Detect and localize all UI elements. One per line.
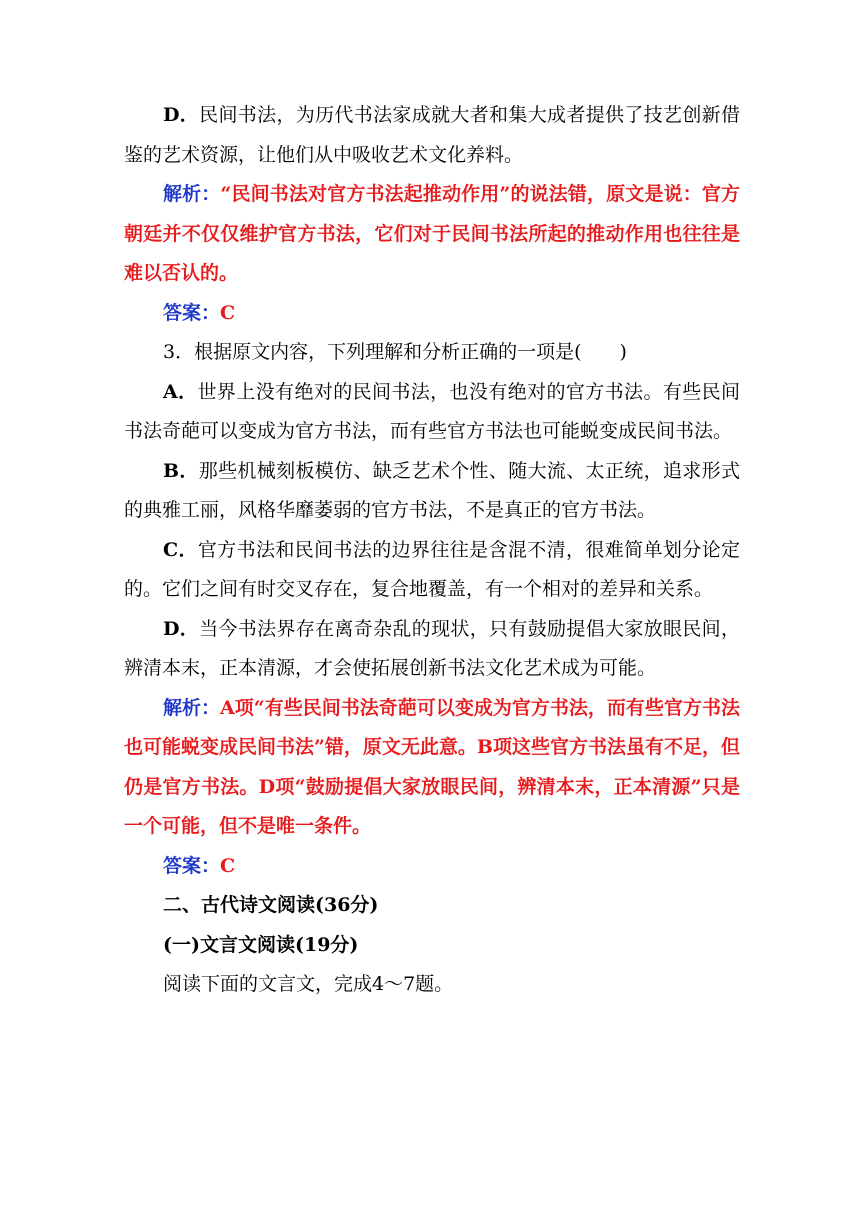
q3-option-c — [124, 531, 740, 610]
q3-answer — [124, 847, 740, 887]
q3-analysis — [124, 689, 740, 847]
analysis-text: A项“有些民间书法奇葩可以变成为官方书法，而有些官方书法也可能蜕变成民间书法”错，原文无此意。B项这些官方书法虽有不足，但仍是官方书法。D项“鼓励提倡大家放眼民间，辨清本末，正本清源”只是一个可能，但不是唯一条件。 — [124, 696, 740, 837]
section-subheading: (一)文言文阅读(19分) — [163, 933, 359, 956]
option-text: 官方书法和民间书法的边界往往是含混不清，很难简单划分论定的。它们之间有时交叉存在，复合地覆盖，有一个相对的差异和关系。 — [124, 538, 740, 600]
option-letter: B． — [163, 459, 199, 482]
section-instruction: 阅读下面的文言文，完成4～7题。 — [163, 973, 454, 995]
q2-answer — [124, 294, 740, 334]
option-letter: A． — [163, 380, 198, 403]
option-text: 世界上没有绝对的民间书法，也没有绝对的官方书法。有些民间书法奇葩可以变成为官方书法，而有些官方书法也可能蜕变成民间书法。 — [124, 380, 740, 442]
document-page — [124, 96, 740, 1005]
option-letter: D． — [163, 104, 200, 126]
q2-option-d — [124, 96, 740, 175]
analysis-label: 解析： — [163, 183, 221, 205]
q3-option-d — [124, 610, 740, 689]
q3-stem — [124, 333, 740, 373]
answer-label: 答案： — [163, 854, 221, 877]
option-text: 当今书法界存在离奇杂乱的现状，只有鼓励提倡大家放眼民间，辨清本末，正本清源，才会使拓展创新书法文化艺术成为可能。 — [124, 617, 740, 679]
q3-option-b — [124, 452, 740, 531]
option-letter: D． — [163, 617, 200, 640]
answer-label: 答案： — [163, 301, 221, 324]
question-stem: 3．根据原文内容，下列理解和分析正确的一项是( ) — [163, 341, 627, 363]
option-text: 民间书法，为历代书法家成就大者和集大成者提供了技艺创新借鉴的艺术资源，让他们从中吸收艺术文化养料。 — [124, 104, 740, 166]
q2-analysis — [124, 175, 740, 294]
analysis-label: 解析： — [163, 696, 221, 719]
analysis-text: “民间书法对官方书法起推动作用”的说法错，原文是说：官方朝廷并不仅仅维护官方书法，它们对于民间书法所起的推动作用也往往是难以否认的。 — [124, 183, 740, 284]
answer-value: C — [220, 854, 236, 877]
option-text: 那些机械刻板模仿、缺乏艺术个性、随大流、太正统，追求形式的典雅工丽，风格华靡萎弱的官方书法，不是真正的官方书法。 — [124, 459, 740, 521]
answer-value: C — [220, 301, 236, 324]
q3-option-a — [124, 373, 740, 452]
section-heading: 二、古代诗文阅读(36分) — [163, 894, 379, 916]
option-letter: C． — [163, 538, 198, 561]
